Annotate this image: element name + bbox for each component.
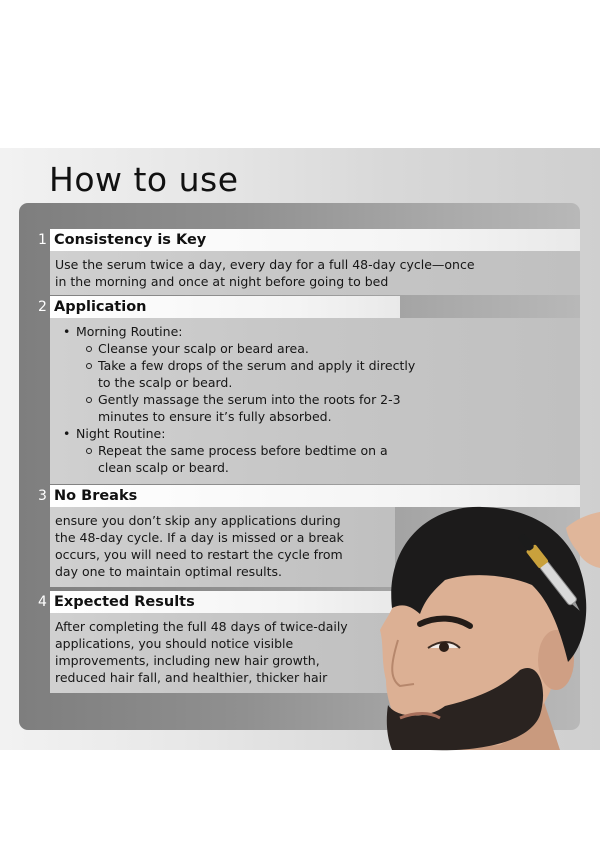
step-3-number: 3 [38, 488, 47, 504]
step-2-list [55, 323, 475, 476]
night-routine-label: • Night Routine: [55, 425, 475, 442]
step-4-number: 4 [38, 594, 47, 610]
step-1-text: Use the serum twice a day, every day for a full 48-day cycle—once in the morning and once at night before going to bed [55, 257, 475, 289]
step-3-heading-bar [50, 485, 580, 507]
step-3-text: ensure you don’t skip any applications during the 48-day cycle. If a day is missed or a break occurs, you will need to restart the cycle from day one to maintain optimal results. [55, 513, 344, 579]
step-1-heading: Consistency is Key [54, 232, 207, 248]
step-2-number: 2 [38, 299, 47, 315]
step-1-number: 1 [38, 232, 47, 248]
step-1-heading-bar [50, 229, 580, 251]
step-4-heading-bar [50, 591, 395, 613]
list-item: Cleanse your scalp or beard area. [55, 340, 475, 357]
list-item: Repeat the same process before bedtime on a clean scalp or beard. [55, 442, 475, 476]
list-item: Take a few drops of the serum and apply it directly to the scalp or beard. [55, 357, 475, 391]
step-2-heading-bar [50, 296, 400, 318]
step-4-heading: Expected Results [54, 594, 195, 610]
step-4-text: After completing the full 48 days of twice-daily applications, you should notice visible improvements, including new hair growth, reduced hair fall, and healthier, thicker hair [55, 619, 348, 685]
morning-routine-label: • Morning Routine: [55, 323, 475, 340]
page-title: How to use [49, 160, 239, 199]
step-3-heading: No Breaks [54, 488, 138, 504]
list-item: Gently massage the serum into the roots for 2-3 minutes to ensure it’s fully absorbed. [55, 391, 475, 425]
step-2-heading: Application [54, 299, 147, 315]
